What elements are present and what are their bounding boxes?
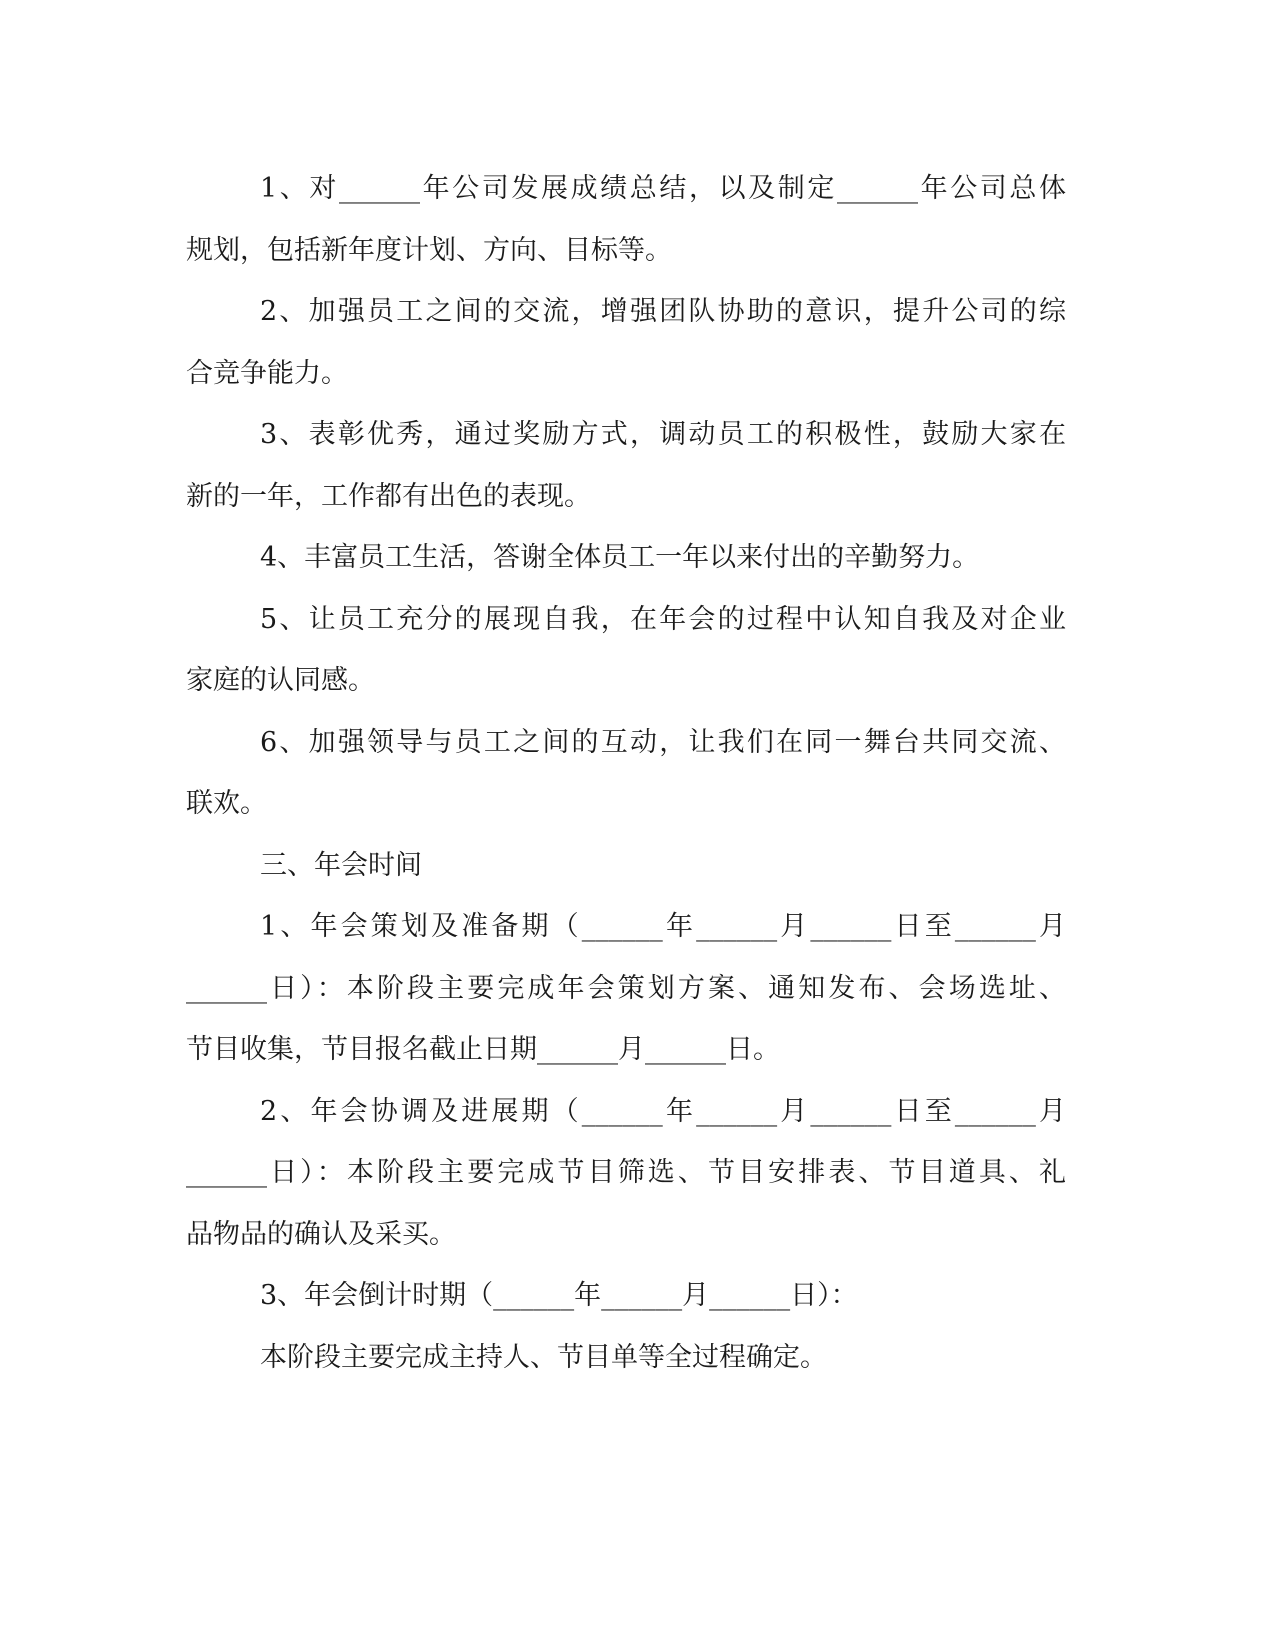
paragraph-2-line-1: 2、加强员工之间的交流，增强团队协助的意识，提升公司的综 [260, 296, 1066, 327]
time-item-2-line-3: 品物品的确认及采买。 [186, 1218, 456, 1250]
paragraph-5-line-2: 家庭的认同感。 [186, 665, 375, 696]
time-item-1-line-2: ______日）：本阶段主要完成年会策划方案、通知发布、会场选址、 [186, 972, 1066, 1004]
time-item-2-line-2: ______日）：本阶段主要完成节目筛选、节目安排表、节目道具、礼 [186, 1157, 1066, 1188]
paragraph-6-line-1: 6、加强领导与员工之间的互动，让我们在同一舞台共同交流、 [260, 726, 1066, 758]
section-heading-annual-meeting-time: 三、年会时间 [260, 849, 422, 881]
paragraph-3-line-2: 新的一年，工作都有出色的表现。 [186, 480, 591, 512]
paragraph-2-line-2: 合竞争能力。 [186, 357, 348, 389]
paragraph-1-line-2: 规划，包括新年度计划、方向、目标等。 [186, 234, 672, 266]
paragraph-4-line-1: 4、丰富员工生活，答谢全体员工一年以来付出的辛勤努力。 [260, 542, 980, 573]
paragraph-6-line-2: 联欢。 [186, 788, 267, 819]
document-body [186, 158, 1066, 1388]
time-item-2-line-1: 2、年会协调及进展期（______年______月______日至______月 [260, 1095, 1066, 1127]
paragraph-1-line-1: 1、对______年公司发展成绩总结，以及制定______年公司总体 [260, 173, 1066, 204]
paragraph-5-line-1: 5、让员工充分的展现自我，在年会的过程中认知自我及对企业 [260, 603, 1066, 635]
time-item-3-line-1: 3、年会倒计时期（______年______月______日）： [260, 1280, 858, 1311]
time-item-3-line-2: 本阶段主要完成主持人、节目单等全过程确定。 [260, 1341, 827, 1373]
time-item-1-line-1: 1、年会策划及准备期（______年______月______日至______月 [260, 911, 1066, 942]
paragraph-3-line-1: 3、表彰优秀，通过奖励方式，调动员工的积极性，鼓励大家在 [260, 419, 1066, 450]
time-item-1-line-3: 节目收集，节目报名截止日期______月______日。 [186, 1034, 780, 1065]
